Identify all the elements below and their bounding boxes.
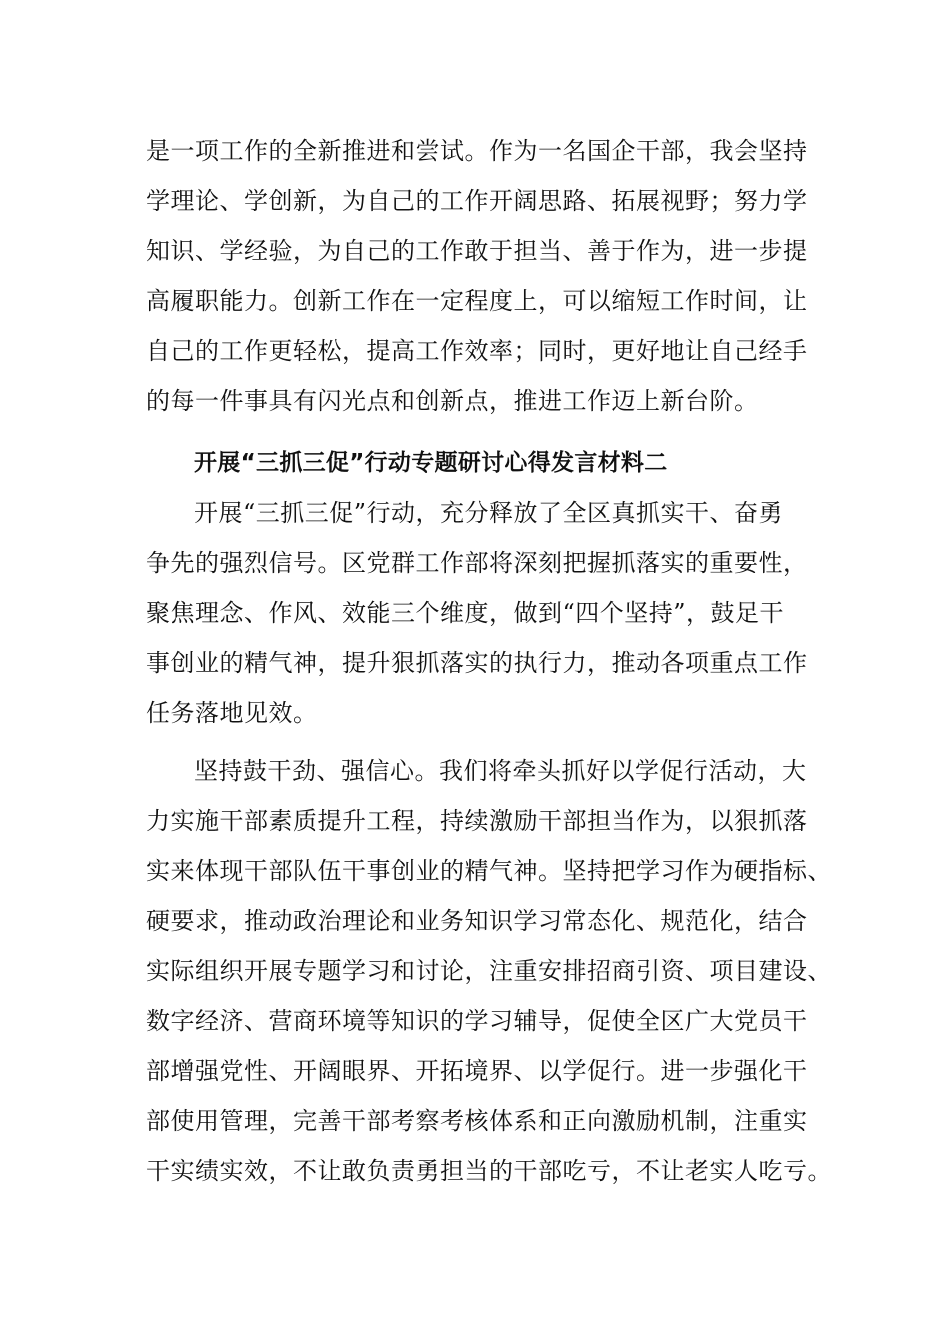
- paragraph-line: 数字经济、营商环境等知识的学习辅导，促使全区广大党员干: [146, 1007, 808, 1035]
- paragraph-line: 硬要求，推动政治理论和业务知识学习常态化、规范化，结合: [146, 907, 808, 935]
- paragraph-line: 任务落地见效。: [146, 699, 318, 727]
- paragraph-1: [146, 126, 806, 426]
- paragraph-line: 实际组织开展专题学习和讨论，注重安排招商引资、项目建设、: [146, 957, 832, 985]
- paragraph-line: 实来体现干部队伍干事创业的精气神。坚持把学习作为硬指标、: [146, 857, 832, 885]
- paragraph-line: 高履职能力。创新工作在一定程度上，可以缩短工作时间，让: [146, 287, 808, 315]
- paragraph-line: 知识、学经验，为自己的工作敢于担当、善于作为，进一步提: [146, 237, 808, 265]
- paragraph-2: [146, 488, 806, 738]
- paragraph-line: 力实施干部素质提升工程，持续激励干部担当作为，以狠抓落: [146, 807, 808, 835]
- paragraph-line: 事创业的精气神，提升狠抓落实的执行力，推动各项重点工作: [146, 649, 808, 677]
- paragraph-line: 坚持鼓干劲、强信心。我们将牵头抓好以学促行活动，大: [194, 757, 807, 785]
- paragraph-line: 自己的工作更轻松，提高工作效率；同时，更好地让自己经手: [146, 337, 808, 365]
- paragraph-line: 的每一件事具有闪光点和创新点，推进工作迈上新台阶。: [146, 387, 759, 415]
- paragraph-3: [146, 746, 832, 1196]
- paragraph-line: 是一项工作的全新推进和尝试。作为一名国企干部，我会坚持: [146, 137, 808, 165]
- paragraph-line: 学理论、学创新，为自己的工作开阔思路、拓展视野；努力学: [146, 187, 808, 215]
- paragraph-line: 争先的强烈信号。区党群工作部将深刻把握抓落实的重要性，: [146, 549, 808, 577]
- paragraph-line: 开展“三抓三促”行动，充分释放了全区真抓实干、奋勇: [194, 499, 784, 527]
- paragraph-line: 干实绩实效，不让敢负责勇担当的干部吃亏，不让老实人吃亏。: [146, 1157, 832, 1185]
- paragraph-line: 聚焦理念、作风、效能三个维度，做到“四个坚持”，鼓足干: [146, 599, 785, 627]
- paragraph-line: 部增强党性、开阔眼界、开拓境界、以学促行。进一步强化干: [146, 1057, 808, 1085]
- section-heading: 开展“三抓三促”行动专题研讨心得发言材料二: [194, 450, 668, 476]
- paragraph-line: 部使用管理，完善干部考察考核体系和正向激励机制，注重实: [146, 1107, 808, 1135]
